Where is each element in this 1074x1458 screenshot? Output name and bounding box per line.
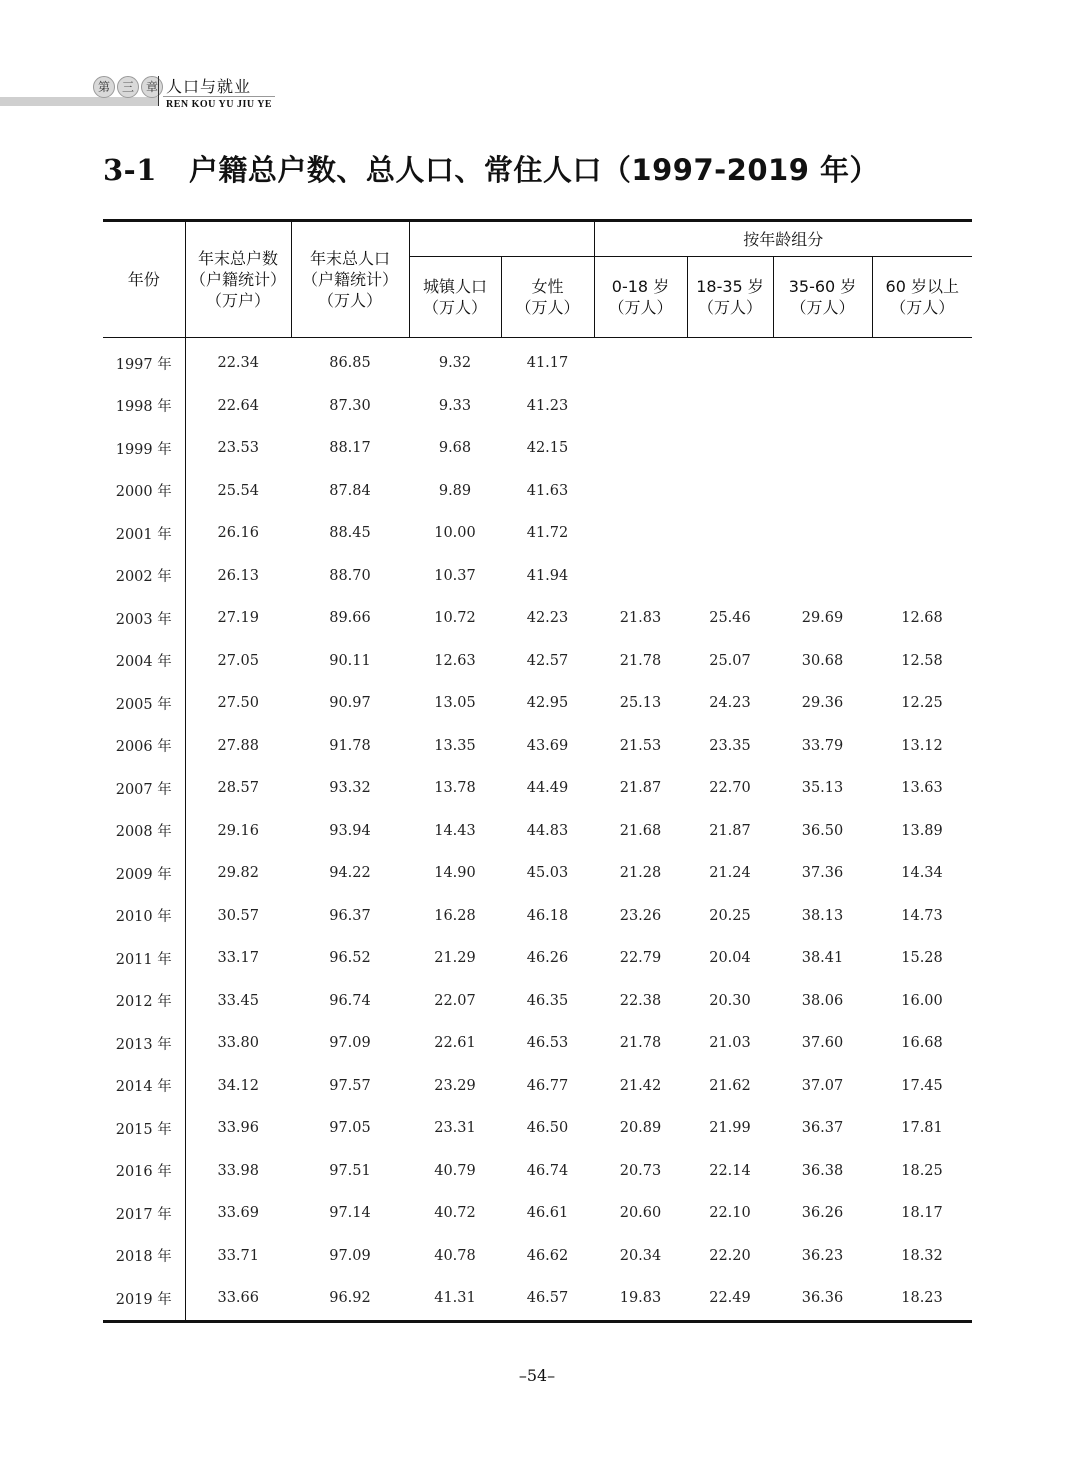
cell-year: 2003 年 (115, 611, 172, 628)
cell-population: 91.78 (329, 737, 371, 754)
cell-year: 2011 年 (115, 951, 172, 968)
cell-urban: 14.43 (434, 822, 476, 839)
table-row (103, 470, 972, 513)
cell-female: 42.15 (526, 440, 569, 457)
cell-age-0-18: 20.60 (619, 1205, 662, 1222)
cell-age-35-60: 37.60 (801, 1035, 844, 1052)
header-separator (158, 76, 159, 106)
cell-age-60-plus: 12.58 (901, 652, 943, 669)
cell-age-60-plus: 14.73 (901, 907, 943, 924)
cell-year: 2006 年 (115, 739, 172, 756)
cell-households: 26.16 (185, 512, 291, 555)
cell-households: 33.80 (185, 1022, 291, 1065)
cell-age-0-18 (594, 338, 687, 385)
chapter-char: 三 (117, 76, 139, 98)
table-row (103, 1150, 972, 1193)
table-body (103, 338, 972, 1322)
cell-population: 96.37 (329, 907, 371, 924)
cell-female: 42.23 (526, 610, 569, 627)
cell-households: 33.98 (185, 1150, 291, 1193)
table-title (103, 148, 879, 189)
cell-female: 46.62 (526, 1247, 569, 1264)
cell-female: 46.35 (526, 992, 569, 1009)
cell-population: 93.94 (329, 822, 371, 839)
cell-female: 46.61 (526, 1205, 569, 1222)
table-row (103, 1192, 972, 1235)
col-age-60-plus-header: 60 岁以上 （万人） (872, 257, 972, 338)
cell-female: 42.95 (526, 695, 569, 712)
page-number: –54– (518, 1366, 556, 1385)
col-age-35-60-header: 35-60 岁 （万人） (773, 257, 872, 338)
cell-urban: 41.31 (409, 1277, 501, 1321)
cell-population: 90.97 (329, 695, 371, 712)
cell-population: 93.32 (329, 780, 371, 797)
cell-year: 2001 年 (115, 526, 172, 543)
cell-age-18-35: 21.62 (709, 1077, 751, 1094)
cell-age-0-18: 21.42 (619, 1077, 662, 1094)
cell-households: 30.57 (185, 895, 291, 938)
cell-age-35-60 (773, 427, 872, 470)
cell-households: 27.19 (185, 597, 291, 640)
table-row (103, 555, 972, 598)
cell-age-35-60: 36.23 (801, 1247, 844, 1264)
cell-age-60-plus: 18.32 (901, 1247, 943, 1264)
cell-age-18-35: 21.03 (709, 1035, 751, 1052)
cell-households: 27.05 (185, 640, 291, 683)
cell-year: 2019 年 (103, 1277, 185, 1321)
cell-urban: 10.72 (434, 610, 476, 627)
cell-age-60-plus (872, 512, 972, 555)
col-age-18-35-header: 18-35 岁 （万人） (687, 257, 773, 338)
cell-urban: 16.28 (434, 907, 476, 924)
cell-age-0-18: 21.87 (619, 780, 662, 797)
cell-age-18-35: 25.46 (709, 610, 751, 627)
cell-age-0-18 (594, 385, 687, 428)
col-households-header: 年末总户数 （户籍统计） （万户） (185, 221, 291, 338)
cell-population: 87.84 (329, 482, 371, 499)
cell-year: 1997 年 (115, 356, 172, 373)
table-row (103, 597, 972, 640)
cell-age-0-18: 21.68 (619, 822, 662, 839)
cell-population: 89.66 (329, 610, 371, 627)
cell-age-18-35: 21.87 (709, 822, 751, 839)
cell-year: 2005 年 (115, 696, 172, 713)
cell-year: 1999 年 (115, 441, 172, 458)
cell-age-18-35: 21.99 (709, 1120, 751, 1137)
cell-age-35-60: 38.13 (801, 907, 844, 924)
cell-age-35-60: 30.68 (801, 652, 844, 669)
cell-age-60-plus (872, 555, 972, 598)
cell-age-60-plus: 16.68 (901, 1035, 943, 1052)
cell-age-18-35: 22.20 (709, 1247, 751, 1264)
header-gray-bar (0, 97, 158, 106)
cell-female: 41.63 (526, 482, 569, 499)
table-row (103, 852, 972, 895)
cell-households: 27.50 (185, 682, 291, 725)
cell-age-0-18: 22.79 (619, 950, 662, 967)
cell-female: 41.94 (526, 567, 569, 584)
col-population-header: 年末总人口 （户籍统计） （万人） (291, 221, 409, 338)
cell-age-60-plus: 17.81 (901, 1120, 943, 1137)
cell-age-60-plus (872, 470, 972, 513)
cell-year: 1998 年 (115, 399, 172, 416)
cell-age-0-18: 19.83 (594, 1277, 687, 1321)
cell-urban: 22.07 (434, 992, 476, 1009)
cell-households: 33.45 (185, 980, 291, 1023)
cell-population: 86.85 (329, 355, 371, 372)
cell-urban: 9.33 (438, 397, 472, 414)
cell-year: 2016 年 (115, 1164, 172, 1181)
cell-age-35-60: 37.07 (801, 1077, 844, 1094)
cell-female: 44.49 (526, 780, 569, 797)
cell-population: 88.45 (329, 525, 371, 542)
cell-age-0-18: 21.78 (619, 1035, 662, 1052)
cell-age-60-plus: 17.45 (901, 1077, 943, 1094)
table-row (103, 1235, 972, 1278)
cell-age-60-plus: 13.63 (901, 780, 943, 797)
cell-population: 97.09 (329, 1035, 371, 1052)
cell-age-35-60 (773, 470, 872, 513)
cell-age-18-35: 20.30 (709, 992, 751, 1009)
cell-year: 2007 年 (115, 781, 172, 798)
cell-urban: 10.00 (434, 525, 476, 542)
cell-age-60-plus: 16.00 (901, 992, 943, 1009)
cell-female: 46.18 (526, 907, 569, 924)
cell-year: 2017 年 (115, 1206, 172, 1223)
table-row (103, 767, 972, 810)
cell-households: 33.96 (185, 1107, 291, 1150)
cell-households: 33.69 (185, 1192, 291, 1235)
cell-age-35-60: 36.37 (801, 1120, 844, 1137)
cell-households: 26.13 (185, 555, 291, 598)
cell-year: 2014 年 (115, 1079, 172, 1096)
cell-age-60-plus: 18.25 (901, 1162, 943, 1179)
cell-urban: 22.61 (434, 1035, 476, 1052)
cell-year: 2008 年 (115, 824, 172, 841)
cell-age-0-18: 21.28 (619, 865, 662, 882)
cell-urban: 9.89 (438, 482, 472, 499)
cell-age-0-18: 20.73 (619, 1162, 662, 1179)
cell-age-18-35: 22.70 (709, 780, 751, 797)
col-urban-header: 城镇人口 （万人） (409, 257, 501, 338)
table-row (103, 427, 972, 470)
cell-population: 94.22 (329, 865, 371, 882)
cell-urban: 40.72 (434, 1205, 476, 1222)
cell-age-60-plus (872, 427, 972, 470)
cell-age-18-35 (687, 512, 773, 555)
table-row (103, 640, 972, 683)
cell-age-18-35: 22.14 (709, 1162, 751, 1179)
cell-year: 2002 年 (115, 569, 172, 586)
cell-year: 2015 年 (115, 1121, 172, 1138)
cell-urban: 9.32 (438, 355, 472, 372)
population-table (103, 219, 972, 1323)
cell-age-18-35 (687, 338, 773, 385)
cell-urban: 9.68 (438, 440, 472, 457)
table-row (103, 682, 972, 725)
cell-age-35-60: 36.38 (801, 1162, 844, 1179)
cell-age-60-plus: 13.89 (901, 822, 943, 839)
chapter-title: 人口与就业 (166, 77, 252, 96)
cell-age-18-35: 23.35 (709, 737, 751, 754)
cell-age-35-60 (773, 555, 872, 598)
cell-year: 2018 年 (115, 1249, 172, 1266)
cell-age-18-35 (687, 555, 773, 598)
cell-age-35-60: 33.79 (801, 737, 844, 754)
cell-age-0-18: 25.13 (619, 695, 662, 712)
cell-age-0-18: 21.83 (619, 610, 662, 627)
cell-age-0-18: 21.53 (619, 737, 662, 754)
cell-age-60-plus: 12.25 (901, 695, 943, 712)
cell-year: 2010 年 (115, 909, 172, 926)
table-row (103, 1065, 972, 1108)
cell-age-60-plus: 12.68 (901, 610, 943, 627)
cell-age-18-35 (687, 427, 773, 470)
cell-households: 33.17 (185, 937, 291, 980)
cell-age-35-60: 36.26 (801, 1205, 844, 1222)
cell-age-18-35: 20.25 (709, 907, 751, 924)
table-row (103, 937, 972, 980)
cell-age-18-35 (687, 470, 773, 513)
table-row (103, 385, 972, 428)
cell-age-35-60: 38.41 (801, 950, 844, 967)
table-row (103, 1277, 972, 1321)
cell-age-18-35: 21.24 (709, 865, 751, 882)
resident-group-header (409, 221, 594, 257)
cell-age-18-35: 20.04 (709, 950, 751, 967)
table-row (103, 338, 972, 385)
table-row (103, 1022, 972, 1065)
cell-age-0-18: 20.34 (619, 1247, 662, 1264)
cell-age-18-35: 22.10 (709, 1205, 751, 1222)
cell-age-60-plus: 15.28 (901, 950, 943, 967)
cell-female: 43.69 (526, 737, 569, 754)
cell-age-60-plus (872, 338, 972, 385)
cell-age-35-60 (773, 338, 872, 385)
cell-female: 41.17 (526, 355, 569, 372)
cell-age-35-60: 29.69 (801, 610, 844, 627)
cell-age-0-18 (594, 427, 687, 470)
cell-age-35-60: 29.36 (801, 695, 844, 712)
cell-urban: 13.35 (434, 737, 476, 754)
cell-age-60-plus: 13.12 (901, 737, 943, 754)
cell-year: 2009 年 (115, 866, 172, 883)
cell-population: 88.17 (329, 440, 371, 457)
cell-age-60-plus (872, 385, 972, 428)
cell-age-35-60: 36.36 (773, 1277, 872, 1321)
cell-households: 22.34 (185, 338, 291, 385)
cell-population: 90.11 (329, 652, 371, 669)
cell-population: 97.14 (329, 1205, 371, 1222)
cell-population: 97.09 (329, 1247, 371, 1264)
cell-female: 46.77 (526, 1077, 569, 1094)
cell-age-60-plus: 14.34 (901, 865, 943, 882)
cell-population: 88.70 (329, 567, 371, 584)
table-title-text: 户籍总户数、总人口、常住人口（1997-2019 年） (188, 153, 879, 187)
cell-age-0-18: 23.26 (619, 907, 662, 924)
cell-households: 27.88 (185, 725, 291, 768)
header-underline (163, 96, 275, 97)
cell-population: 96.52 (329, 950, 371, 967)
cell-age-35-60: 35.13 (801, 780, 844, 797)
cell-population: 87.30 (329, 397, 371, 414)
cell-population: 97.05 (329, 1120, 371, 1137)
cell-households: 33.66 (185, 1277, 291, 1321)
table-row (103, 725, 972, 768)
col-year-header: 年份 (103, 221, 185, 338)
cell-households: 25.54 (185, 470, 291, 513)
cell-age-0-18: 22.38 (619, 992, 662, 1009)
cell-urban: 13.78 (434, 780, 476, 797)
cell-age-0-18 (594, 512, 687, 555)
cell-age-18-35: 22.49 (687, 1277, 773, 1321)
cell-female: 41.23 (526, 397, 569, 414)
cell-year: 2012 年 (115, 994, 172, 1011)
table-row (103, 512, 972, 555)
cell-urban: 21.29 (434, 950, 476, 967)
cell-urban: 12.63 (434, 652, 476, 669)
cell-age-0-18: 20.89 (619, 1120, 662, 1137)
cell-age-35-60: 36.50 (801, 822, 844, 839)
cell-age-18-35: 24.23 (709, 695, 751, 712)
cell-age-35-60: 38.06 (801, 992, 844, 1009)
cell-age-18-35: 25.07 (709, 652, 751, 669)
cell-urban: 40.79 (434, 1162, 476, 1179)
table-row (103, 980, 972, 1023)
cell-households: 29.16 (185, 810, 291, 853)
cell-urban: 40.78 (434, 1247, 476, 1264)
cell-households: 33.71 (185, 1235, 291, 1278)
col-age-0-18-header: 0-18 岁 （万人） (594, 257, 687, 338)
cell-female: 46.53 (526, 1035, 569, 1052)
cell-population: 96.74 (329, 992, 371, 1009)
cell-female: 46.50 (526, 1120, 569, 1137)
cell-age-35-60 (773, 512, 872, 555)
table-row (103, 810, 972, 853)
chapter-char: 章 (141, 76, 163, 98)
cell-urban: 23.29 (434, 1077, 476, 1094)
cell-female: 42.57 (526, 652, 569, 669)
cell-age-18-35 (687, 385, 773, 428)
cell-year: 2013 年 (115, 1036, 172, 1053)
cell-year: 2004 年 (115, 654, 172, 671)
col-female-header: 女性 （万人） (501, 257, 594, 338)
cell-urban: 14.90 (434, 865, 476, 882)
cell-age-35-60 (773, 385, 872, 428)
cell-population: 97.57 (329, 1077, 371, 1094)
chapter-pinyin: REN KOU YU JIU YE (166, 99, 273, 110)
cell-female: 46.57 (501, 1277, 594, 1321)
cell-year: 2000 年 (115, 484, 172, 501)
table-number: 3-1 (103, 153, 157, 187)
chapter-char: 第 (93, 76, 115, 98)
cell-households: 28.57 (185, 767, 291, 810)
cell-urban: 13.05 (434, 695, 476, 712)
cell-population: 97.51 (329, 1162, 371, 1179)
table-row (103, 895, 972, 938)
cell-female: 46.26 (526, 950, 569, 967)
cell-age-60-plus: 18.23 (872, 1277, 972, 1321)
cell-female: 46.74 (526, 1162, 569, 1179)
cell-population: 96.92 (291, 1277, 409, 1321)
cell-female: 41.72 (526, 525, 569, 542)
cell-age-0-18 (594, 470, 687, 513)
cell-female: 44.83 (526, 822, 569, 839)
cell-urban: 23.31 (434, 1120, 476, 1137)
chapter-badge (93, 76, 163, 98)
table-row (103, 1107, 972, 1150)
cell-age-0-18: 21.78 (619, 652, 662, 669)
cell-age-0-18 (594, 555, 687, 598)
age-group-header: 按年龄组分 (594, 221, 972, 257)
cell-age-35-60: 37.36 (801, 865, 844, 882)
cell-female: 45.03 (526, 865, 569, 882)
cell-households: 22.64 (185, 385, 291, 428)
cell-households: 23.53 (185, 427, 291, 470)
cell-households: 29.82 (185, 852, 291, 895)
cell-urban: 10.37 (434, 567, 476, 584)
cell-households: 34.12 (185, 1065, 291, 1108)
cell-age-60-plus: 18.17 (901, 1205, 943, 1222)
